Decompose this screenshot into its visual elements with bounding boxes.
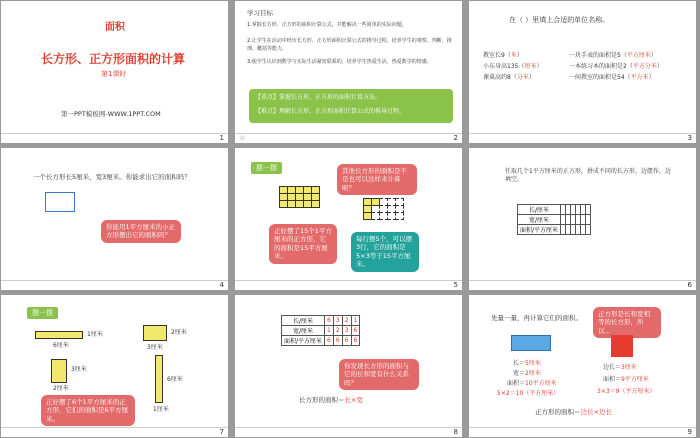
formula-answer: 边长×边长	[580, 408, 612, 416]
label-2cm: 2厘米	[171, 329, 187, 336]
row-label-length: 长/厘米	[518, 205, 561, 215]
slide-number: 1	[219, 134, 224, 142]
slide-6[interactable]	[469, 148, 696, 290]
label-3cm: 3厘米	[147, 344, 163, 351]
answer-a1: 米	[510, 52, 517, 59]
goal-1: 1.掌握长方形、正方形的面积计算公式，并能解决一些简单的实际问题。	[247, 22, 407, 28]
data-table: 长/厘米 6 3 2 1 宽/厘米 1 2 3 6 面积/平方厘米 6 6 6 6	[281, 315, 360, 346]
slide-7[interactable]	[1, 295, 228, 437]
strip-6x1	[35, 331, 83, 339]
slide-1[interactable]	[1, 1, 228, 143]
slide-footer	[235, 427, 462, 437]
square-calc: 3×3＝9（平方厘米）	[597, 388, 656, 395]
goals-heading: 学习目标	[247, 9, 273, 17]
slide-number: 3	[687, 134, 692, 142]
block-2x3	[51, 359, 67, 383]
rect-calc: 5×2＝10（平方厘米）	[497, 390, 560, 397]
explanation-bubble-2: 每行摆5个，可以摆3行，它的面积是5×3等于15平方厘米。	[351, 232, 419, 272]
item-b2: 一本练习本的面积是2（	[569, 63, 633, 70]
formula-answer: 长×宽	[344, 396, 363, 404]
key-label: 【重点】	[255, 94, 280, 101]
slide-4[interactable]	[1, 148, 228, 290]
slide-9[interactable]: 先量一量，再计算它们的面积。 正方形是长和宽相等的长方形，所以… 长＝5厘米 宽＝2厘米 面积＝10平方厘米 5×2＝10（平方厘米） 边长＝3厘米 面积＝9平方厘米 3×3＝9（平方厘米） 正方形的面积＝边长×边长 9	[469, 295, 696, 437]
label-6cm-side: 6厘米	[167, 376, 183, 383]
slide-number: 8	[453, 428, 458, 436]
item-a3: 课桌高约8（	[483, 74, 517, 81]
answer-b2: 平方分米	[632, 63, 657, 70]
slide-footer	[235, 280, 462, 290]
answer-a3: 分米	[516, 74, 529, 81]
activity-caption: 摆一摆	[27, 307, 58, 319]
explanation-bubble: 正好摆了15个1平方厘米的正方形，它的面积是15平方厘米。	[269, 224, 337, 264]
slide-footer	[1, 427, 228, 437]
label-3cm-side: 3厘米	[71, 366, 87, 373]
red-square	[611, 335, 633, 357]
slide-footer	[469, 133, 696, 143]
goal-2: 2.让学生在活动中经历长方形、正方形面积计算公式的推导过程，培养学生的观察、判断、推理、概括等能力。	[247, 38, 452, 52]
keypoints-box	[249, 89, 453, 123]
slide-8[interactable]	[235, 295, 462, 437]
label-1cm: 1厘米	[87, 331, 103, 338]
question-bubble: 其他长方形的面积是不是也可以这样来计算呢？	[337, 164, 417, 195]
hint-bubble: 正方形是长和宽相等的长方形，所以…	[593, 307, 661, 338]
question-text: 一个长方形长5厘米，宽3厘米。你能求出它的面积吗？	[33, 173, 191, 181]
blue-rectangle	[511, 335, 551, 351]
label-1cm-bottom: 1厘米	[153, 406, 169, 413]
slide-footer: ☆ 2	[235, 133, 462, 143]
formula-label: 正方形的面积＝	[535, 408, 581, 416]
item-a2: 小东身高135（	[483, 63, 525, 70]
slide-2[interactable]	[235, 1, 462, 143]
label-2cm-bottom: 2厘米	[53, 385, 69, 392]
slide-footer	[469, 280, 696, 290]
goal-3: 3.使学生认识到数学与实际生活紧密联系的，培养学生热爱生活，热爱数学的情感。	[247, 59, 432, 65]
answer-b3: 平方米	[630, 74, 649, 81]
difficulty-label: 【难点】	[255, 108, 280, 115]
brand-text: 第一PPT模板网-WWW.1PPT.COM	[61, 110, 161, 118]
slide-5[interactable]	[235, 148, 462, 290]
row-label-width: 宽/厘米	[518, 215, 561, 225]
item-b1: 一块手表的面积是5（	[569, 52, 627, 59]
label-6cm: 6厘米	[53, 342, 69, 349]
key-text: 掌握长方形、正方形的面积计算方法。	[279, 94, 382, 101]
slide-number: 4	[219, 281, 224, 289]
answer-b1: 平方厘米	[626, 52, 651, 59]
grid-5x3	[279, 186, 320, 208]
slide-number: 7	[219, 428, 224, 436]
formula-label: 长方形的面积＝	[299, 396, 345, 404]
slide-number: 2	[453, 134, 458, 142]
question-text: 任取几个1平方厘米的正方形，拼成不同的长方形。边摆作，边填空。	[505, 168, 671, 184]
slide-title: 长方形、正方形面积的计算	[41, 52, 186, 66]
slide-number: 5	[453, 281, 458, 289]
block-3x2	[143, 325, 167, 341]
item-a1: 教室长9（	[483, 52, 511, 59]
row-label-area: 面积/平方厘米	[518, 225, 561, 235]
slide-number: 9	[687, 428, 692, 436]
slide-footer	[1, 280, 228, 290]
row-label-width: 宽/厘米	[282, 326, 325, 336]
activity-caption: 摆一摆	[251, 162, 282, 174]
item-b3: 一间教室的面积是54（	[569, 74, 631, 81]
explanation-bubble: 正好摆了6个1平方厘米的正方形，它们的面积是6平方厘米。	[41, 395, 135, 426]
slide-3[interactable]: 在（ ）里填上合适的单位名称。 教室长9（米） 小东身高135（厘米） 课桌高约8（分米） 一块手表的面积是5（平方厘米） 一本练习本的面积是2（平方分米） 一间教室的面积是54（平方米） 3	[469, 1, 696, 143]
slide-footer	[1, 133, 228, 143]
difficulty-text: 理解长方形、正方形面积计算公式的推导过程。	[279, 108, 406, 115]
strip-1x6	[155, 355, 163, 403]
slide-footer	[469, 427, 696, 437]
slide-subtitle: 第1课时	[101, 70, 127, 78]
row-label-length: 长/厘米	[282, 316, 325, 326]
question-bubble: 你发现长方形的面积与它的长和宽有什么关系吗？	[339, 359, 419, 390]
question-text: 先量一量，再计算它们的面积。	[491, 314, 582, 322]
slide-number: 6	[687, 281, 692, 289]
question-text: 在（ ）里填上合适的单位名称。	[509, 16, 610, 24]
fill-table	[517, 204, 591, 235]
slide-category: 面积	[105, 22, 125, 33]
answer-a2: 厘米	[524, 63, 537, 70]
question-bubble: 你能用1平方厘米的小正方形摆出它的面积吗？	[101, 220, 181, 243]
row-label-area: 面积/平方厘米	[282, 336, 325, 346]
rectangle-shape	[45, 192, 75, 212]
grid-5x3-partial	[363, 198, 404, 220]
